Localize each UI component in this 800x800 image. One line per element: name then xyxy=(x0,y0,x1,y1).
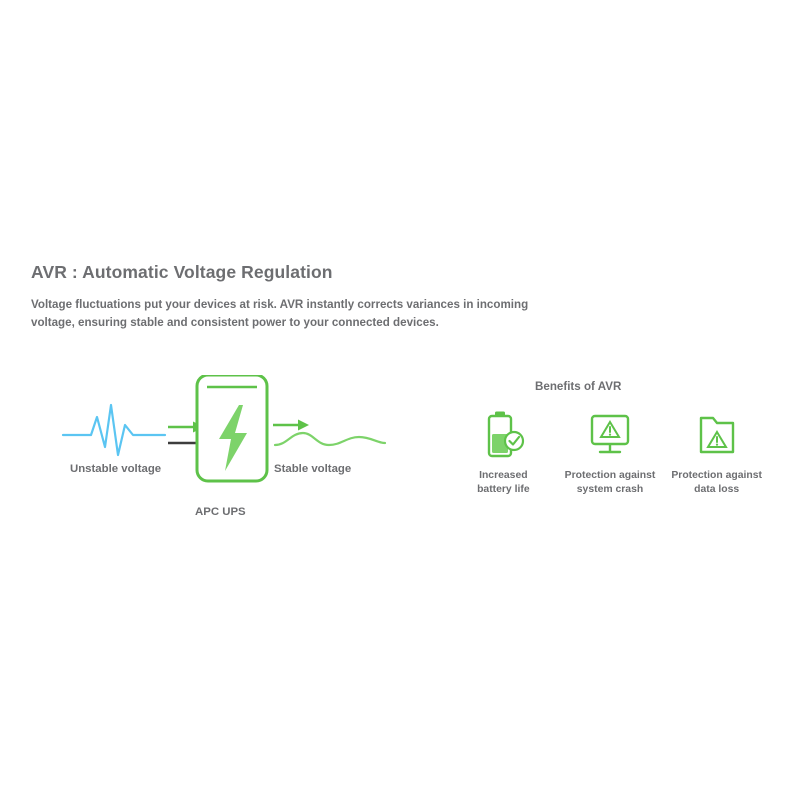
page-subtitle: Voltage fluctuations put your devices at risk. AVR instantly corrects variances in incoming voltage, ensuring stable and consistent power to your connected devices. xyxy=(31,298,529,329)
benefits-row xyxy=(450,408,770,496)
benefit-label-system-crash xyxy=(565,469,656,496)
monitor-warning-icon xyxy=(586,408,634,460)
unstable-waveform-icon xyxy=(63,405,165,455)
benefit-item-battery xyxy=(450,408,557,496)
stable-waveform-icon xyxy=(275,433,385,445)
folder-warning-icon xyxy=(695,408,739,460)
apc-ups-label: APC UPS xyxy=(195,506,246,518)
battery-check-icon xyxy=(481,408,525,460)
page-title: AVR : Automatic Voltage Regulation xyxy=(31,262,333,282)
benefit-label-line1: Protection against xyxy=(671,470,762,481)
benefit-label-line1: Protection against xyxy=(564,470,656,481)
benefit-label-data-loss xyxy=(671,469,762,496)
benefit-label-line1: Increased xyxy=(479,470,528,481)
benefit-label-line2: data loss xyxy=(694,483,740,495)
heading-block xyxy=(31,262,631,332)
benefit-label-line2: system crash xyxy=(576,483,644,495)
stable-voltage-label: Stable voltage xyxy=(274,463,352,475)
avr-diagram xyxy=(55,375,405,525)
benefit-item-system-crash xyxy=(557,408,664,496)
benefits-title: Benefits of AVR xyxy=(535,380,622,393)
unstable-voltage-label: Unstable voltage xyxy=(70,463,162,475)
benefit-item-data-loss xyxy=(663,408,770,496)
ups-device-icon xyxy=(197,375,267,481)
benefit-label-line2: battery life xyxy=(477,483,530,495)
benefit-label-battery xyxy=(477,469,530,496)
arrow-right-icon-out xyxy=(273,420,309,431)
